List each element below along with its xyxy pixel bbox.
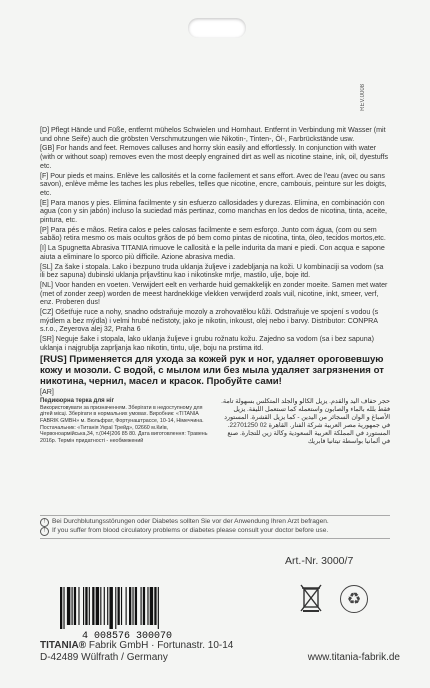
medical-warning	[40, 515, 390, 539]
barcode-bar	[129, 587, 131, 625]
barcode-bar	[96, 587, 99, 625]
barcode-bar	[74, 587, 76, 625]
hang-hole	[188, 18, 246, 38]
revision-code: REV.0008	[360, 84, 366, 111]
info-icon: !	[40, 527, 49, 536]
instruction-es: [E] Para manos y pies. Elimina facilmente y sin esfuerzo callosidades y durezas. Elimina, en combinación con agua (con y sin jabón) incluso la suciedad más pertinaz, como manchas en los dedos de nicotina, tinta, aceite, pintura, etc.	[40, 198, 388, 225]
barcode-bar	[85, 587, 87, 625]
waste-bin-icon	[300, 583, 322, 613]
barcode-bar	[72, 587, 73, 625]
warning-de: Bei Durchblutungsstörungen oder Diabetes sollten Sie vor der Anwendung Ihren Arzt befragen.	[52, 518, 329, 526]
ukrainian-block	[40, 398, 215, 445]
brand-name: TITANIA®	[40, 640, 87, 651]
barcode-bar	[150, 587, 153, 625]
barcode-bar	[118, 587, 120, 625]
warning-en-line	[40, 527, 390, 536]
address-city: D-42489 Wülfrath / Germany	[40, 652, 168, 663]
barcode-bar	[158, 587, 159, 629]
warning-en: If you suffer from blood circulatory problems or diabetes please consult your doctor before use.	[52, 527, 329, 535]
info-icon: !	[40, 518, 49, 527]
ukrainian-body: Використовувати за призначенням. Зберігати в недоступному для дітей місці. Зберігати в нормальних умовах. Виробник: «TITANIA FABRIK GMBH» м. Вюльфрат, Фортунаштрассе, 10-14, Німеччина. Постачальник: «Титанія Украї Трейд», 02660 м.Київ, Червоноармійська,34, т.(044)206 85 80. Дата виготовлення: Травень 2016р. Термін придатності - необмежений	[40, 404, 208, 444]
instruction-sl: [SL] Za šake i stopala. Lako i bezpuno truda uklanja žuljeve i zadebljanja na koži. U kombinaciji sa vodom (sa ili bez sapuna) dubinski uklanja prljavštinu kao i nikotinske mrlje, mastilo, ulje, boje itd.	[40, 262, 384, 280]
barcode-bar	[115, 587, 116, 629]
instruction-gb: [GB] For hands and feet. Removes calluses and horny skin easily and effortlessly. In conjunction with water (with or without soap) removes even the most deeply engrained dirt as well as nicotine staine, ink, oil, dyestuffs etc.	[40, 144, 389, 170]
barcode	[52, 585, 202, 640]
barcode-digits: 4 008576 300070	[81, 631, 173, 640]
warning-de-line	[40, 518, 390, 527]
arabic-block: حجر حفاف اليد والقدم. يزيل الكالو والجلد المتكلس بسهولة تامة. فقط بلله بالماء والصابون واستعمله كما تستعمل الليفة. يزيل الأصباغ و الوان السجائر من اليدين - كما يزيل القشرة. المستورد في جمهورية مصر العربية شركة الفنار. القاهرة 02 22701250. المستورد في المملكة العربية السعودية وكالة زين للتجارة. صنع في ألمانيا بواسطة تيتانيا فابريك	[221, 398, 390, 445]
website-url: www.titania-fabrik.de	[307, 652, 400, 663]
barcode-bar	[154, 587, 156, 625]
barcode-bar	[92, 587, 94, 625]
barcode-bar	[126, 587, 127, 625]
instruction-nl: [NL] Voor handen en voeten. Verwijdert eelt en verharde huid gemakkelijk en zonder moeite. Samen met water (met of zonder zeep) worden de meest hardnekkige vlekken verwijderd zoals vuil, nicotine, inkt, smeer, verf, enz. Proberen dus!	[40, 280, 388, 307]
barcode-bar	[78, 587, 79, 625]
barcode-bar	[107, 587, 108, 625]
ukrainian-heading: Педикюрна терка для ніг	[40, 398, 115, 405]
manufacturer-address	[40, 640, 400, 664]
address-line-1-rest: Fabrik GmbH · Fortunastr. 10-14	[86, 640, 234, 651]
ua-ar-row	[40, 398, 390, 445]
barcode-bar	[135, 587, 137, 625]
instruction-pt: [P] Para pés e mãos. Retira calos e peles calosas facilmente e sem esforço. Junto com água, (com ou sem sabão) retira mesmo os mais ocultos grãos de pó bem como pintas de nicotina, tinta, óleo, tecidos mortos,etc.	[40, 225, 386, 243]
barcode-bar	[89, 587, 90, 625]
instructions-block	[40, 126, 390, 446]
address-line-1	[40, 640, 400, 652]
instruction-cz: [CZ] Ošetřuje ruce a nohy, snadno odstraňuje mozoly a zrohovatělou kůži. Odstraňuje ve spojení s vodou (s mýdlem a bez mýdla) i velmi hrubé nečistoty, jako je nikotin, inkoust, olej nebo i barvy. Distributor: CONPRA s.r.o., Zeyerova alej 32, Praha 6	[40, 308, 379, 334]
article-number: Art.-Nr. 3000/7	[285, 555, 354, 567]
instruction-sr: [SR] Neguje šake i stopala, lako uklanja žuljeve i grubu rožnatu kožu. Zajedno sa vodom (sa i bez sapuna) uklanja i najgrublja zaprljanja kao nikotin, tintu, ulje, boju na prstima itd.	[40, 335, 374, 352]
barcode-bar	[100, 587, 101, 625]
address-line-2	[40, 652, 400, 664]
barcode-bar	[67, 587, 70, 625]
instruction-de: [D] Pflegt Hände und Füße, entfernt mühelos Schwielen und Hornhaut. Entfernt in Verbindung mit Wasser (mit und ohne Seife) auch die gröbsten Verschmutzungen wie Nikotin-, Tinten-, Öl-, Farbrückstände usw.	[40, 126, 386, 143]
recycle-icon: ♻	[340, 585, 368, 613]
barcode-bar	[63, 587, 64, 629]
barcode-bar	[141, 587, 142, 625]
barcode-bar	[83, 587, 84, 625]
arabic-tag: [AR]	[40, 387, 54, 396]
barcode-bar	[104, 587, 105, 625]
instruction-ru: [RUS] Применяется для ухода за кожей рук и ног, удаляет ороговевшую кожу и мозоли. С водой, с мылом или без мыла удаляет загрязнения от никотина, чернил, масел и красок. Пробуйте сами!	[40, 353, 384, 387]
barcode-bar	[109, 587, 112, 629]
instruction-it: [I] La Spugnetta Abrasiva TITANIA rimuove le callosità e la pelle indurita da mani e piedi. Con acqua e sapone aiuta a eliminare lo sporco più difficile. Azione abrasiva media.	[40, 244, 385, 261]
barcode-bar	[121, 587, 122, 625]
barcode-bar	[143, 587, 145, 625]
barcode-bar	[147, 587, 148, 625]
barcode-bar	[60, 587, 62, 629]
barcode-bar	[132, 587, 133, 625]
instruction-fr: [F] Pour pieds et mains. Enlève les callosités et la corne facilement et sans effort. Avec de l'eau (avec ou sans savon), enlève même les taches les plus rebelles, telles que nicotine, encre, cambouis, peinture sur les doigts, etc.	[40, 171, 387, 197]
